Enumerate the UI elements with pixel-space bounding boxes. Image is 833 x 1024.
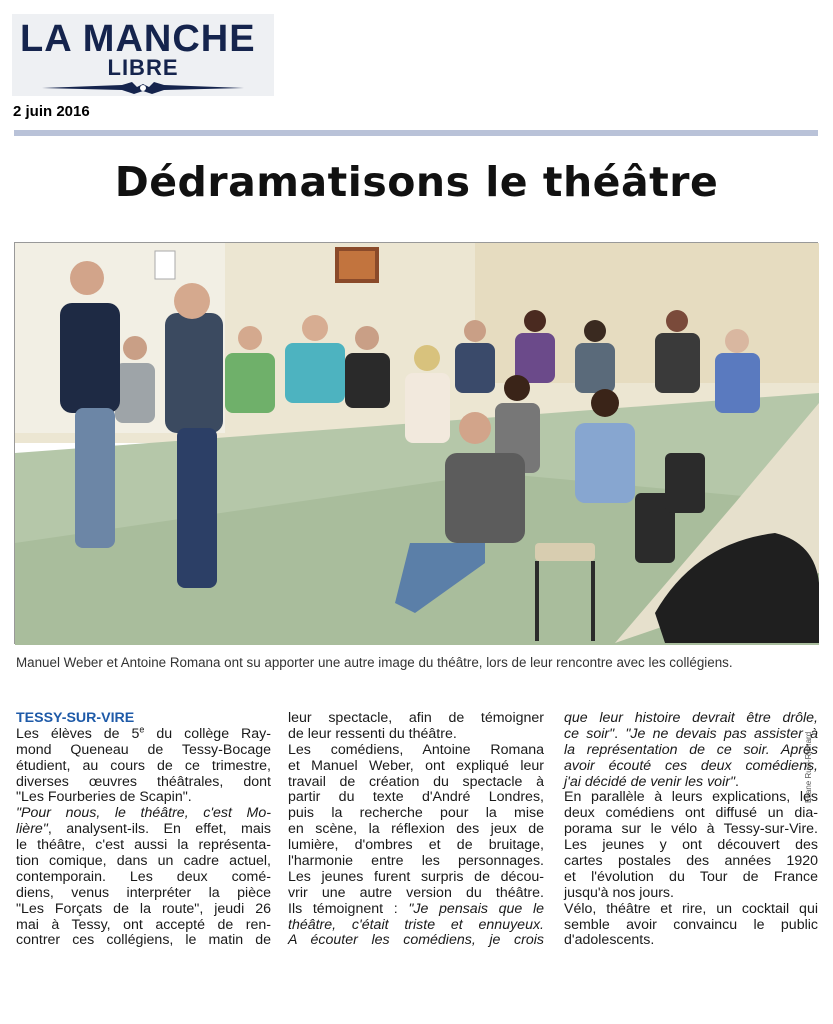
quote-line: théâtre, c'était triste et ennuyeux.	[288, 916, 544, 933]
quote-line: que leur histoire devrait être drôle,	[564, 710, 818, 726]
article-column-1	[16, 711, 271, 949]
quote-line: A écouter les comédiens, je crois	[288, 932, 544, 949]
article-line: porama sur le vélo à Tessy-sur-Vire.	[564, 821, 818, 838]
article-line: et l'évolution du Tour de France	[564, 868, 818, 885]
article-line: d'adolescents.	[564, 932, 655, 949]
photo-credit: Eliane Ruel-Richard	[804, 731, 813, 803]
article-column-2	[288, 711, 544, 949]
article-line: contemporain. Les deux comé-	[16, 868, 271, 885]
masthead-logo	[12, 14, 274, 96]
article-line: étudient, au cours de ce trimestre,	[16, 757, 271, 774]
article-line: tion comique, dans un cadre actuel,	[16, 853, 271, 870]
article-line: diverses œuvres théâtrales, dont	[16, 773, 271, 790]
article-line: Les comédiens, Antoine Romana	[288, 741, 544, 758]
article-line: Les jeunes furent surpris de décou-	[288, 868, 544, 885]
header-divider	[14, 130, 818, 136]
article-line: Les élèves de 5e du collège Ray-	[16, 724, 271, 742]
article-line: Les jeunes y ont découvert des	[564, 837, 818, 854]
quote-line: j'ai décidé de venir les voir".	[564, 773, 739, 790]
article-line: de leur ressenti du théâtre.	[288, 725, 457, 742]
quote-line: la représentation de ce soir. Après	[564, 741, 818, 758]
article-line: Vélo, théâtre et rire, un cocktail qui	[564, 900, 818, 917]
quote-line: "Pour nous, le théâtre, c'est Mo-	[16, 805, 271, 822]
article-line: jusqu'à nos jours.	[564, 884, 674, 901]
classroom-photo-icon	[15, 243, 819, 645]
article-line: "Les Fourberies de Scapin".	[16, 789, 192, 806]
article-line: deux comédiens ont diffusé un dia-	[564, 805, 818, 822]
article-line: Ils témoignent : "Je pensais que le	[288, 900, 544, 917]
article-column-3	[564, 711, 818, 949]
article-line: en scène, la réflexion des jeux de	[288, 821, 544, 838]
article-line: contrer ces collégiens, le matin de	[16, 932, 271, 949]
article-line: l'harmonie entre les personnages.	[288, 853, 544, 870]
article-line: "Les Forçats de la route", jeudi 26	[16, 900, 271, 917]
article-line: leur spectacle, afin de témoigner	[288, 710, 544, 726]
article-line: travail de création du spectacle à	[288, 773, 544, 790]
article-line: cartes postales des années 1920	[564, 853, 818, 870]
photo-caption: Manuel Weber et Antoine Romana ont su apporter une autre image du théâtre, lors de leur rencontre avec les collégiens.	[16, 655, 733, 670]
article-line: partir du texte d'André Londres,	[288, 789, 544, 806]
winged-emblem-icon	[42, 82, 244, 94]
masthead-title: LA MANCHE	[20, 18, 256, 60]
quote-line: ce soir". "Je ne devais pas assister à	[564, 725, 818, 742]
article-line: lumière, d'ombres et de bruitage,	[288, 837, 544, 854]
article-line: semble avoir convaincu le public	[564, 916, 818, 933]
article-line: En parallèle à leurs explications, les	[564, 789, 818, 806]
publication-date: 2 juin 2016	[13, 103, 90, 120]
article-line: diens, venus interpréter la pièce	[16, 884, 271, 901]
masthead-subtitle: LIBRE	[107, 55, 179, 80]
article-line: le théâtre, c'est aussi la représenta-	[16, 837, 271, 854]
dateline: TESSY-SUR-VIRE	[16, 710, 135, 726]
article-line: vrir une autre version du théâtre.	[288, 884, 544, 901]
quote-line: avoir écouté ces deux comédiens,	[564, 757, 818, 774]
article-line: puis la recherche pour la mise	[288, 805, 544, 822]
article-line: lière", analysent-ils. En effet, mais	[16, 821, 271, 838]
article-line: mond Queneau de Tessy-Bocage	[16, 741, 271, 758]
article-line: mai à Tessy, ont accepté de ren-	[16, 916, 271, 933]
article-line: et Manuel Weber, ont expliqué leur	[288, 757, 544, 774]
article-headline: Dédramatisons le théâtre	[114, 158, 719, 206]
